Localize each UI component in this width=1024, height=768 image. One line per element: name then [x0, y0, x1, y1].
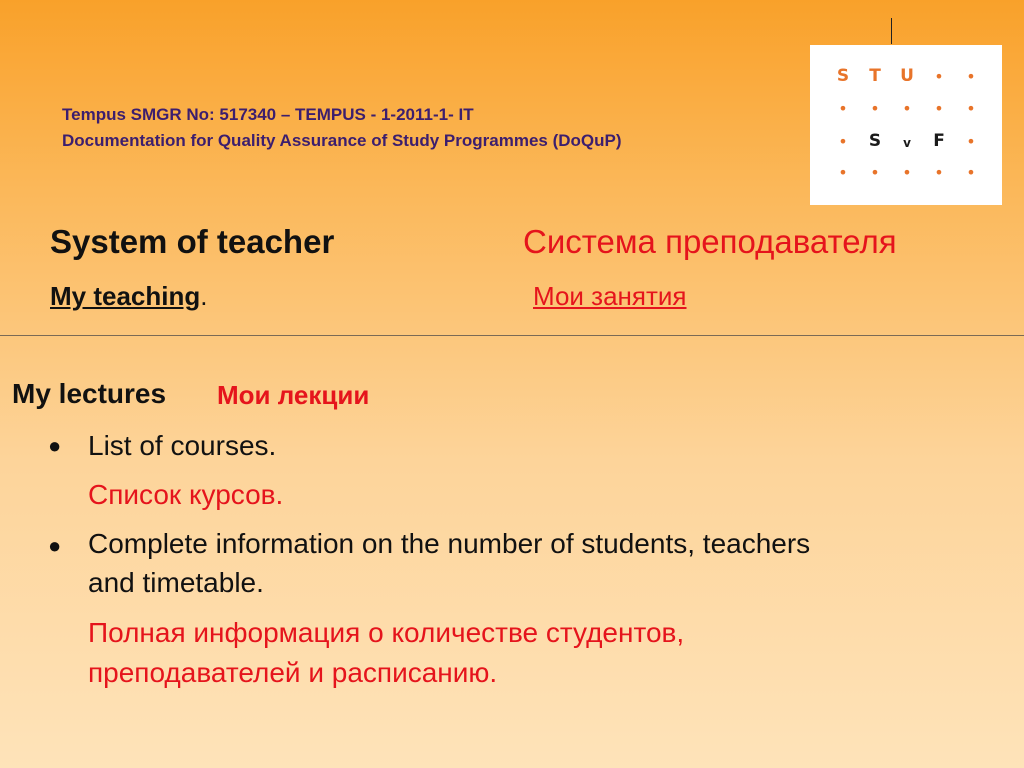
list-item-russian-continued: преподавателей и расписанию.	[88, 657, 498, 688]
logo-dot: •	[870, 99, 880, 118]
section-heading-english: My lectures	[12, 378, 167, 409]
bullet-icon: ●	[48, 533, 62, 558]
logo-dot: •	[902, 163, 912, 182]
logo-dot: •	[838, 99, 848, 118]
divider-vertical	[891, 18, 892, 44]
header-title-line: Documentation for Quality Assurance of Study Programmes (DoQuP)	[62, 131, 622, 150]
list-item-russian: Полная информация о количестве студентов,	[88, 617, 685, 648]
list-item-russian: Список курсов.	[88, 479, 284, 510]
logo-dot: •	[934, 163, 944, 182]
header-project-line: Tempus SMGR No: 517340 – TEMPUS - 1-2011-1- IT	[62, 105, 474, 124]
section-heading-russian: Мои лекции	[217, 380, 370, 410]
logo-letter: S	[868, 131, 882, 151]
logo-letter: v	[903, 136, 911, 150]
logo-letter: U	[900, 66, 914, 86]
logo-dot: •	[902, 99, 912, 118]
logo-dot: •	[966, 99, 976, 118]
logo-letter: F	[933, 131, 945, 151]
list-item-english: List of courses.	[88, 430, 277, 461]
list-item-english: Complete information on the number of students, teachers	[88, 528, 811, 559]
logo-dot: •	[934, 67, 944, 86]
bullet-icon: ●	[48, 433, 62, 458]
slide-title-russian: Система преподавателя	[523, 223, 897, 260]
list-item-english-continued: and timetable.	[88, 567, 264, 598]
subtitle-period: .	[200, 281, 208, 311]
slide-title-english: System of teacher	[50, 223, 335, 260]
stu-svf-logo	[810, 45, 1002, 205]
logo-dot: •	[870, 163, 880, 182]
logo-dot: •	[934, 99, 944, 118]
logo-letter: T	[869, 66, 881, 86]
logo-dot: •	[838, 132, 848, 151]
logo-dot: •	[966, 163, 976, 182]
logo-dot: •	[966, 132, 976, 151]
logo-dot: •	[838, 163, 848, 182]
logo-letter: S	[836, 66, 850, 86]
subtitle-link-english[interactable]: My teaching	[50, 281, 201, 311]
subtitle-english	[50, 281, 207, 312]
section-divider	[0, 335, 1024, 336]
subtitle-link-russian[interactable]: Мои занятия	[533, 281, 687, 311]
logo-dot: •	[966, 67, 976, 86]
